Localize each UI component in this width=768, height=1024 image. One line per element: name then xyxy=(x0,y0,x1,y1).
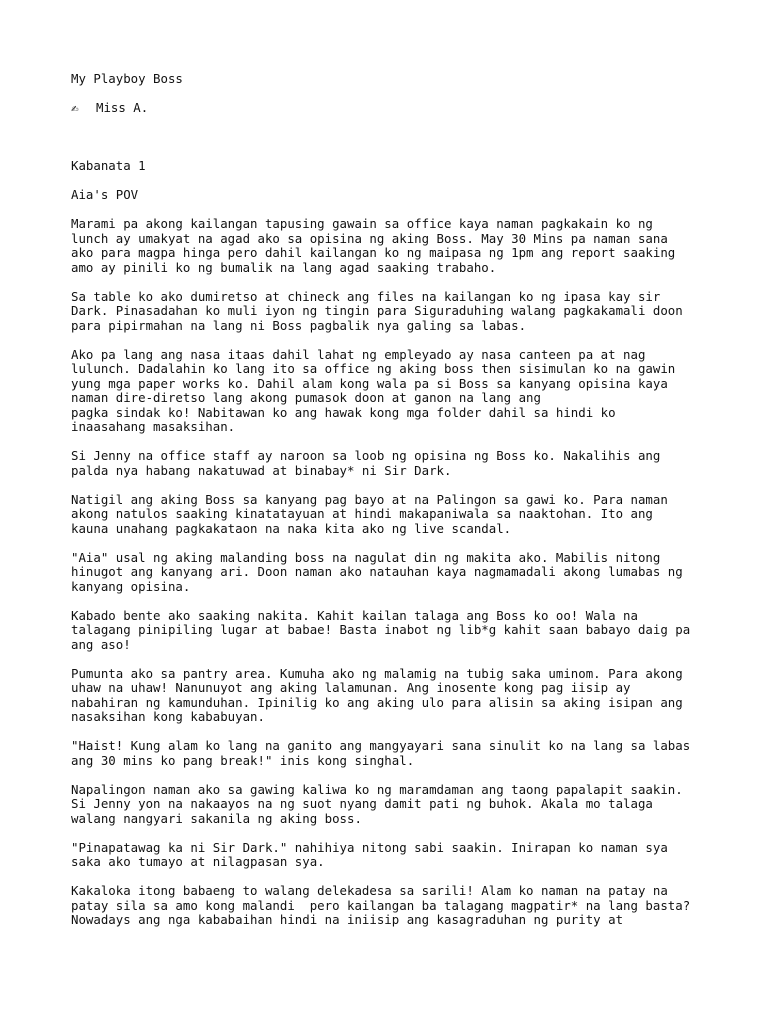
document-title: My Playboy Boss xyxy=(71,71,183,86)
paragraph-line: "Pinapatawag ka ni Sir Dark." nahihiya nitong sabi saakin. Inirapan ko naman sya xyxy=(71,839,668,855)
paragraph-line: pagka sindak ko! Nabitawan ko ang hawak kong mga folder dahil sa hindi ko xyxy=(71,404,616,420)
document-page xyxy=(71,72,731,942)
paragraph-line: naman dire-diretso lang akong pumasok doon at ganon na lang ang xyxy=(71,390,541,405)
story-paragraph xyxy=(71,493,731,537)
paragraph-line: hinugot ang kanyang ari. Doon naman ako natauhan kaya nagmamadali akong lumabas ng xyxy=(71,564,683,579)
author-name: Miss A. xyxy=(96,100,149,115)
paragraph-line: Si Jenny na office staff ay naroon sa loob ng opisina ng Boss ko. Nakalihis ang xyxy=(71,448,661,463)
story-paragraph xyxy=(71,739,731,768)
paragraph-line: Nowadays ang nga kababaihan hindi na iniisip ang kasagraduhan ng purity at xyxy=(71,912,624,927)
paragraph-line: ako para magpa hinga pero dahil kailangan ko ng maipasa ng 1pm ang report saaking xyxy=(71,245,676,260)
story-paragraph xyxy=(71,884,731,928)
story-paragraph xyxy=(71,348,731,435)
paragraph-line: Marami pa akong kailangan tapusing gawain sa office kaya naman pagkakain ko ng xyxy=(71,216,653,231)
paragraph-line: "Haist! Kung alam ko lang na ganito ang mangyayari sana sinulit ko na lang sa labas xyxy=(71,738,691,753)
paragraph-line: inaasahang masaksihan. xyxy=(71,419,236,434)
paragraph-line: nabahiran ng kamunduhan. Ipinilig ko ang aking ulo para alisin sa aking isipan ang xyxy=(71,694,683,710)
story-paragraph xyxy=(71,217,731,275)
paragraph-line: uhaw na uhaw! Nanunuyot ang aking lalamunan. Ang inosente kong pag iisip ay xyxy=(71,680,631,695)
paragraph-line: Si Jenny yon na nakaayos na ng suot nyang damit pati ng buhok. Akala mo talaga xyxy=(71,796,653,811)
paragraph-line: kanyang opisina. xyxy=(71,578,191,594)
story-paragraph xyxy=(71,551,731,595)
paragraph-line: Pumunta ako sa pantry area. Kumuha ako ng malamig na tubig saka uminom. Para akong xyxy=(71,665,683,681)
story-paragraph xyxy=(71,667,731,725)
paragraph-line: nasaksihan kong kababuyan. xyxy=(71,709,265,724)
paragraph-line: Kabado bente ako saaking nakita. Kahit kailan talaga ang Boss ko oo! Wala na xyxy=(71,607,638,623)
story-paragraph xyxy=(71,841,731,870)
paragraph-line: Natigil ang aking Boss sa kanyang pag bayo at na Palingon sa gawi ko. Para naman xyxy=(71,491,668,507)
paragraph-line: walang nangyari sakanila ng aking boss. xyxy=(71,810,362,826)
paragraph-line: kauna unahang pagkakataon na naka kita ako ng live scandal. xyxy=(71,520,512,536)
story-body xyxy=(71,217,731,928)
paragraph-line: Ako pa lang ang nasa itaas dahil lahat ng empleyado ay nasa canteen pa at nag xyxy=(71,346,646,362)
writing-hand-icon: ✍ xyxy=(71,100,79,115)
paragraph-line: talagang pinipiling lugar at babae! Basta inabot ng lib*g kahit saan babayo daig pa xyxy=(71,622,691,637)
paragraph-line: akong natulos saaking kinatatayuan at hindi makapaniwala sa naaktohan. Ito ang xyxy=(71,506,653,521)
paragraph-line: lunch ay umakyat na agad ako sa opisina ng aking Boss. May 30 Mins pa naman sana xyxy=(71,230,668,246)
story-paragraph xyxy=(71,449,731,478)
paragraph-line: Napalingon naman ako sa gawing kaliwa ko ng maramdaman ang taong papalapit saakin. xyxy=(71,781,683,797)
paragraph-line: ang 30 mins ko pang break!" inis kong singhal. xyxy=(71,752,415,768)
paragraph-line: para pipirmahan na lang ni Boss pagbalik nya galing sa labas. xyxy=(71,317,527,333)
pov-heading: Aia's POV xyxy=(71,187,139,202)
paragraph-line: Sa table ko ako dumiretso at chineck ang files na kailangan ko ng ipasa kay sir xyxy=(71,288,661,304)
chapter-heading: Kabanata 1 xyxy=(71,158,146,173)
paragraph-line: "Aia" usal ng aking malanding boss na nagulat din ng makita ako. Mabilis nitong xyxy=(71,549,661,565)
paragraph-line: ang aso! xyxy=(71,636,131,652)
paragraph-line: Kakaloka itong babaeng to walang delekadesa sa sarili! Alam ko naman na patay na xyxy=(71,883,668,898)
paragraph-line: amo ay pinili ko ng bumalik na lang agad saaking trabaho. xyxy=(71,259,497,275)
paragraph-line: yung mga paper works ko. Dahil alam kong wala pa si Boss sa kanyang opisina kaya xyxy=(71,375,668,391)
paragraph-line: palda nya habang nakatuwad at binabay* ni Sir Dark. xyxy=(71,462,452,478)
paragraph-line: saka ako tumayo at nilagpasan sya. xyxy=(71,854,325,869)
story-paragraph xyxy=(71,290,731,334)
story-paragraph xyxy=(71,609,731,653)
author-line xyxy=(71,101,731,116)
paragraph-line: patay sila sa amo kong malandi pero kailangan ba talagang magpatir* na lang basta? xyxy=(71,897,691,913)
story-paragraph xyxy=(71,783,731,827)
paragraph-line: Dark. Pinasadahan ko muli iyon ng tingin para Siguraduhing walang pagkakamali doon xyxy=(71,303,683,318)
paragraph-line: lulunch. Dadalahin ko lang ito sa office ng aking boss then sisimulan ko na gawin xyxy=(71,361,676,376)
